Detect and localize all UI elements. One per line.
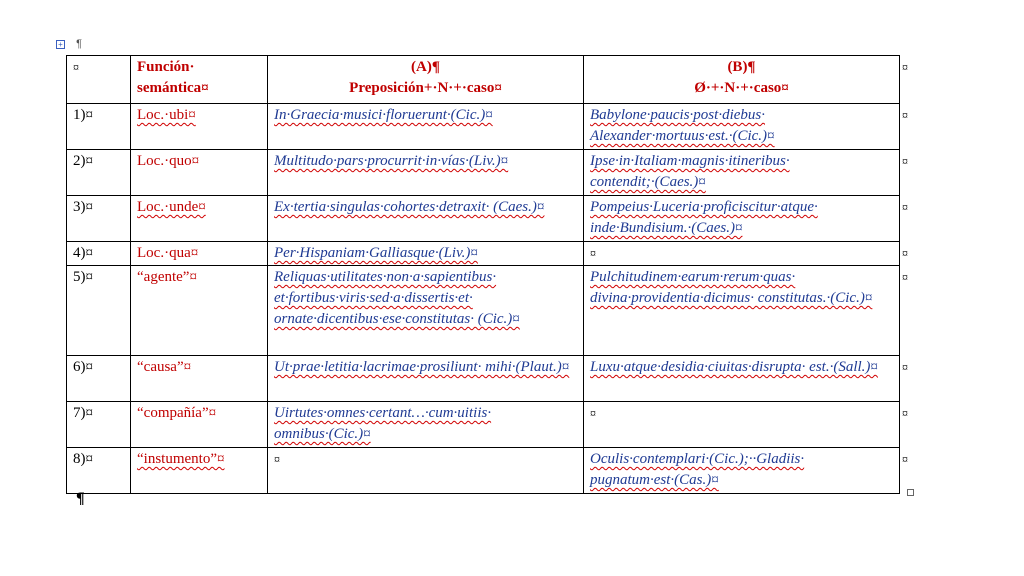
end-of-row-mark: ¤ — [900, 242, 907, 266]
example-b-cell[interactable]: Oculis·contemplari·(Cic.);··Gladiis· pugnatum·est·(Cas.)¤ — [584, 448, 900, 494]
header-b-label: (B)¶ — [727, 59, 756, 75]
example-a-cell[interactable]: ¤ — [268, 448, 584, 494]
row-number[interactable]: 6)¤ — [67, 356, 131, 402]
example-a-cell[interactable]: In·Graecia·musici·floruerunt·(Cic.)¤ — [268, 104, 584, 150]
semantic-function-table — [66, 55, 907, 494]
header-num-cell[interactable]: ¤ — [67, 56, 131, 104]
paragraph-mark: ¶ — [76, 490, 85, 507]
function-cell[interactable]: Loc.·qua¤ — [131, 242, 268, 266]
end-of-row-mark: ¤ — [900, 56, 907, 104]
function-cell[interactable]: “instumento”¤ — [131, 448, 268, 494]
header-function-cell[interactable]: Función· semántica¤ — [131, 56, 268, 104]
example-b-cell[interactable]: Pompeius·Luceria·proficiscitur·atque· inde·Bundisium.·(Caes.)¤ — [584, 196, 900, 242]
header-b-cell[interactable] — [584, 56, 900, 104]
table-marks — [56, 38, 82, 50]
header-b-sublabel: Ø·+·N·+·caso¤ — [694, 80, 789, 96]
example-a-cell[interactable]: Multitudo·pars·procurrit·in·vías·(Liv.)¤ — [268, 150, 584, 196]
table-row — [67, 448, 907, 494]
table-row — [67, 356, 907, 402]
row-number[interactable]: 4)¤ — [67, 242, 131, 266]
end-of-row-mark: ¤ — [900, 150, 907, 196]
table-row — [67, 266, 907, 356]
example-b-cell[interactable]: Luxu·atque·desidia·ciuitas·disrupta· est.·(Sall.)¤ — [584, 356, 900, 402]
function-cell[interactable]: Loc.·quo¤ — [131, 150, 268, 196]
table-row — [67, 104, 907, 150]
example-a-cell[interactable]: Ex·tertia·singulas·cohortes·detraxit· (Caes.)¤ — [268, 196, 584, 242]
function-cell[interactable]: Loc.·ubi¤ — [131, 104, 268, 150]
end-of-row-mark: ¤ — [900, 356, 907, 402]
table-move-handle-icon[interactable]: + — [56, 40, 65, 49]
example-b-cell[interactable]: Babylone·paucis·post·diebus· Alexander·mortuus·est.·(Cic.)¤ — [584, 104, 900, 150]
table-row — [67, 150, 907, 196]
example-b-cell[interactable]: Pulchitudinem·earum·rerum·quas· divina·providentia·dicimus· constitutas.·(Cic.)¤ — [584, 266, 900, 356]
function-cell[interactable]: Loc.·unde¤ — [131, 196, 268, 242]
end-of-row-mark: ¤ — [900, 448, 907, 494]
example-b-cell[interactable]: ¤ — [584, 242, 900, 266]
end-of-row-mark: ¤ — [900, 196, 907, 242]
example-a-cell[interactable]: Per·Hispaniam·Galliasque·(Liv.)¤ — [268, 242, 584, 266]
function-cell[interactable]: “agente”¤ — [131, 266, 268, 356]
row-number[interactable]: 2)¤ — [67, 150, 131, 196]
function-cell[interactable]: “causa”¤ — [131, 356, 268, 402]
row-number[interactable]: 5)¤ — [67, 266, 131, 356]
header-a-label: (A)¶ — [411, 59, 440, 75]
end-of-row-mark: ¤ — [900, 104, 907, 150]
row-number[interactable]: 1)¤ — [67, 104, 131, 150]
row-number[interactable]: 8)¤ — [67, 448, 131, 494]
table-header-row — [67, 56, 907, 104]
example-a-cell[interactable]: Reliquas·utilitates·non·a·sapientibus· et·fortibus·viris·sed·a·dissertis·et· ornate·dicentibus·ese·constitutas· (Cic.)¤ — [268, 266, 584, 356]
example-b-cell[interactable]: Ipse·in·Italiam·magnis·itineribus· contendit;·(Caes.)¤ — [584, 150, 900, 196]
end-of-row-mark: ¤ — [900, 402, 907, 448]
header-a-sublabel: Preposición+·N·+·caso¤ — [349, 80, 502, 96]
end-of-row-mark: ¤ — [900, 266, 907, 356]
example-a-cell[interactable]: Uirtutes·omnes·certant…·cum·uitiis· omnibus·(Cic.)¤ — [268, 402, 584, 448]
table-row — [67, 196, 907, 242]
table-row — [67, 242, 907, 266]
example-a-cell[interactable]: Ut·prae·letitia·lacrimae·prosiliunt· mihi·(Plaut.)¤ — [268, 356, 584, 402]
function-cell[interactable]: “compañía”¤ — [131, 402, 268, 448]
example-b-cell[interactable]: ¤ — [584, 402, 900, 448]
table-resize-handle-icon[interactable] — [907, 489, 914, 496]
table-row — [67, 402, 907, 448]
paragraph-mark: ¶ — [76, 38, 82, 51]
row-number[interactable]: 7)¤ — [67, 402, 131, 448]
header-a-cell[interactable] — [268, 56, 584, 104]
row-number[interactable]: 3)¤ — [67, 196, 131, 242]
